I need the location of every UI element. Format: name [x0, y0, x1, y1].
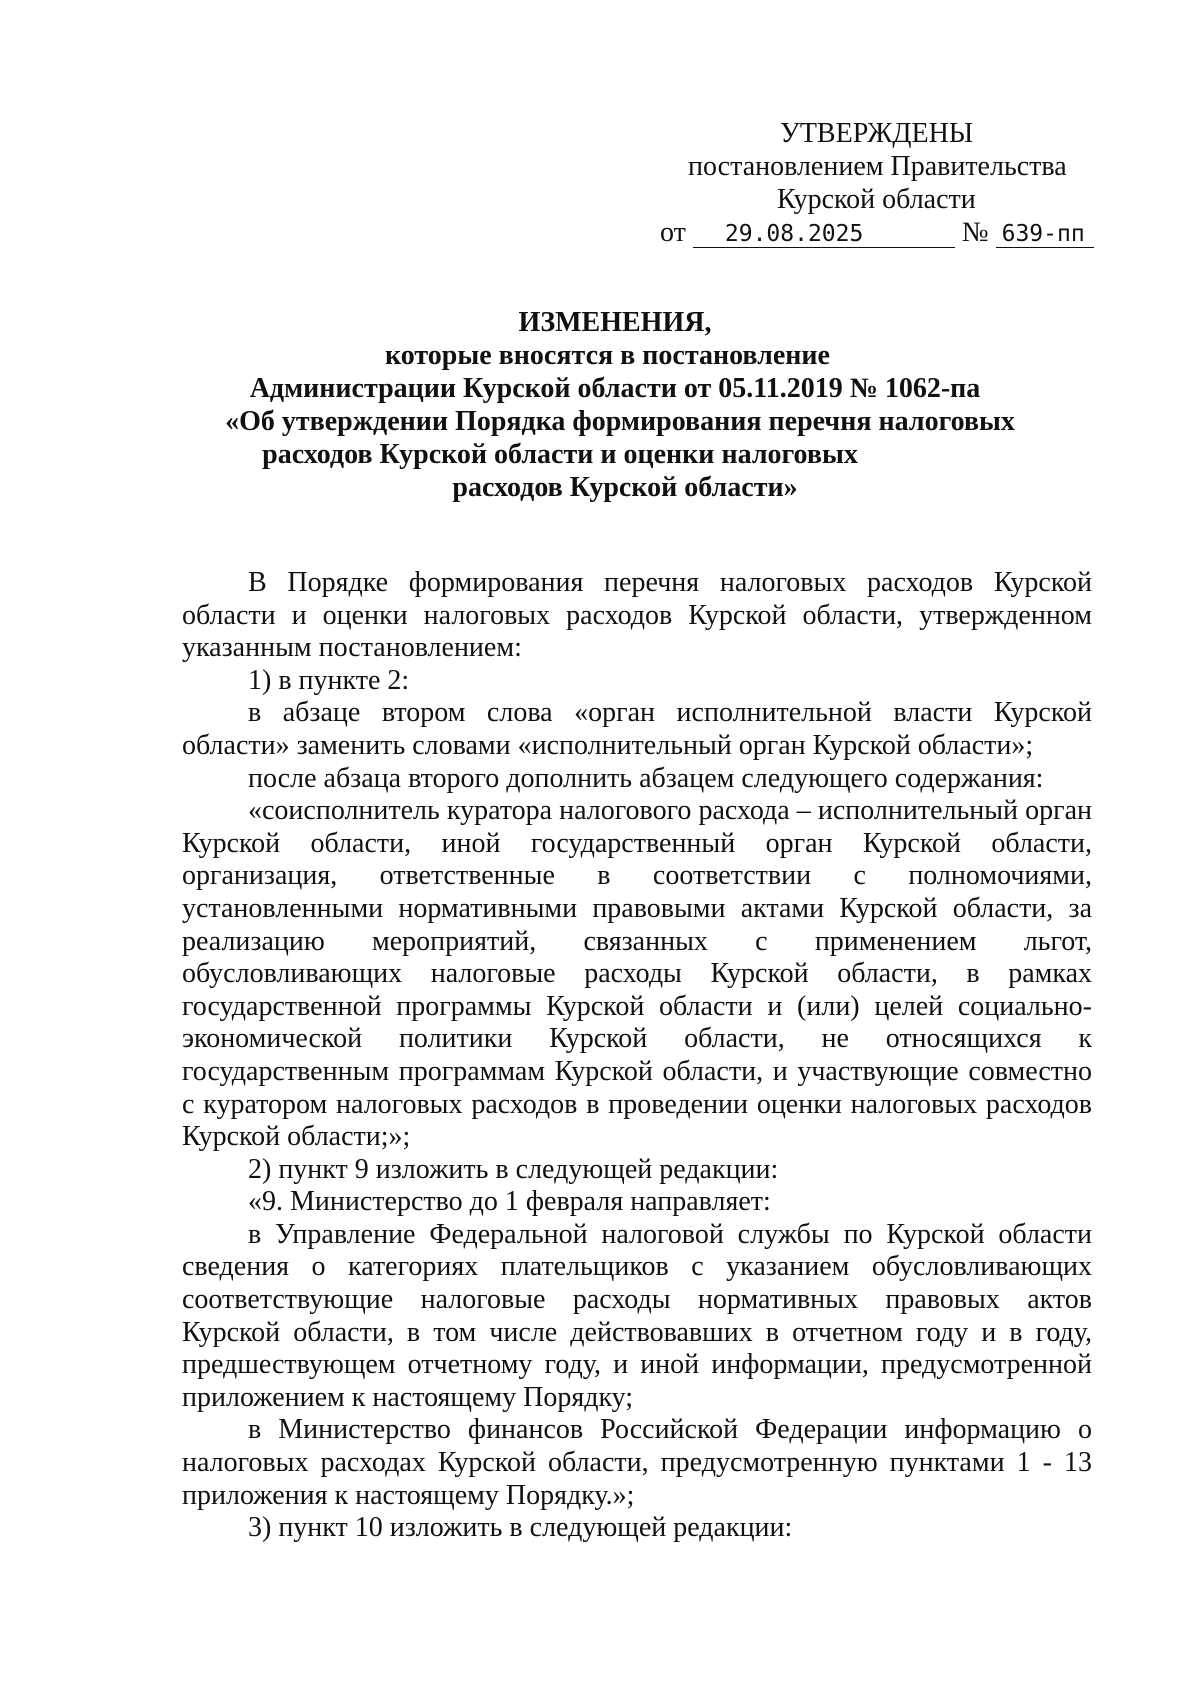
title-line-5: расходов Курской области и оценки налоговых: [262, 439, 858, 470]
approval-by-resolution: постановлением Правительства: [688, 151, 1067, 182]
document-title: [0, 306, 1200, 504]
approval-number: 639-пп: [996, 221, 1094, 248]
paragraph-replace-words: в абзаце втором слова «орган исполнительной власти Курской области» заменить словами «исполнительный орган Курской области»;: [182, 697, 1092, 761]
paragraph-coexecutor-definition: «соисполнитель куратора налогового расхода – исполнительный орган Курской области, иной государственный орган Курской области, организация, ответственные в соответствии с полномочиями, установленными нормативными правовыми актами Курской области, за реализацию мероприятий, связанных с применением льгот, обусловливающих налоговые расходы Курской области, в рамках государственной программы Курской области и (или) целей социально-экономической политики Курской области, не относящихся к государственным программам Курской области, и участвующие совместно с куратором налоговых расходов в проведении оценки налоговых расходов Курской области;»;: [182, 795, 1092, 1153]
approval-heading: УТВЕРЖДЕНЫ: [780, 118, 974, 149]
paragraph-intro: В Порядке формирования перечня налоговых расходов Курской области и оценки налоговых расходов Курской области, утвержденном указанным постановлением:: [182, 567, 1092, 664]
paragraph-item-3: 3) пункт 10 изложить в следующей редакции:: [248, 1512, 793, 1544]
paragraph-fns: в Управление Федеральной налоговой службы по Курской области сведения о категориях плательщиков с указанием обусловливающих соответствующие налоговые расходы нормативных правовых актов Курской области, в том числе действовавших в отчетном году и в году, предшествующем отчетному году, и иной информации, предусмотренной приложением к настоящему Порядку;: [182, 1218, 1092, 1413]
paragraph-item-1: 1) в пункте 2:: [248, 664, 410, 696]
paragraph-item-2: 2) пункт 9 изложить в следующей редакции:: [248, 1153, 779, 1185]
paragraph-point-9: «9. Министерство до 1 февраля направляет:: [248, 1186, 771, 1218]
approval-date: 29.08.2025: [693, 221, 955, 248]
approval-region: Курской области: [777, 184, 976, 215]
number-prefix: №: [961, 217, 989, 248]
title-line-4: «Об утверждении Порядка формирования перечня налоговых: [225, 406, 1015, 437]
paragraph-minfin: в Министерство финансов Российской Федерации информацию о налоговых расходах Курской области, предусмотренную пунктами 1 - 13 приложения к настоящему Порядку.»;: [182, 1414, 1092, 1511]
title-line-2: которые вносятся в постановление: [385, 340, 830, 371]
title-line-6: расходов Курской области»: [452, 472, 798, 503]
document-body: [182, 567, 1092, 1545]
approval-date-number: [660, 216, 1085, 249]
paragraph-add-abzac: после абзаца второго дополнить абзацем следующего содержания:: [248, 762, 1044, 794]
title-line-3: Администрации Курской области от 05.11.2019 № 1062-па: [249, 373, 981, 404]
date-prefix: от: [660, 217, 686, 248]
approval-stamp: [660, 117, 1085, 249]
title-line-1: ИЗМЕНЕНИЯ,: [518, 307, 712, 338]
